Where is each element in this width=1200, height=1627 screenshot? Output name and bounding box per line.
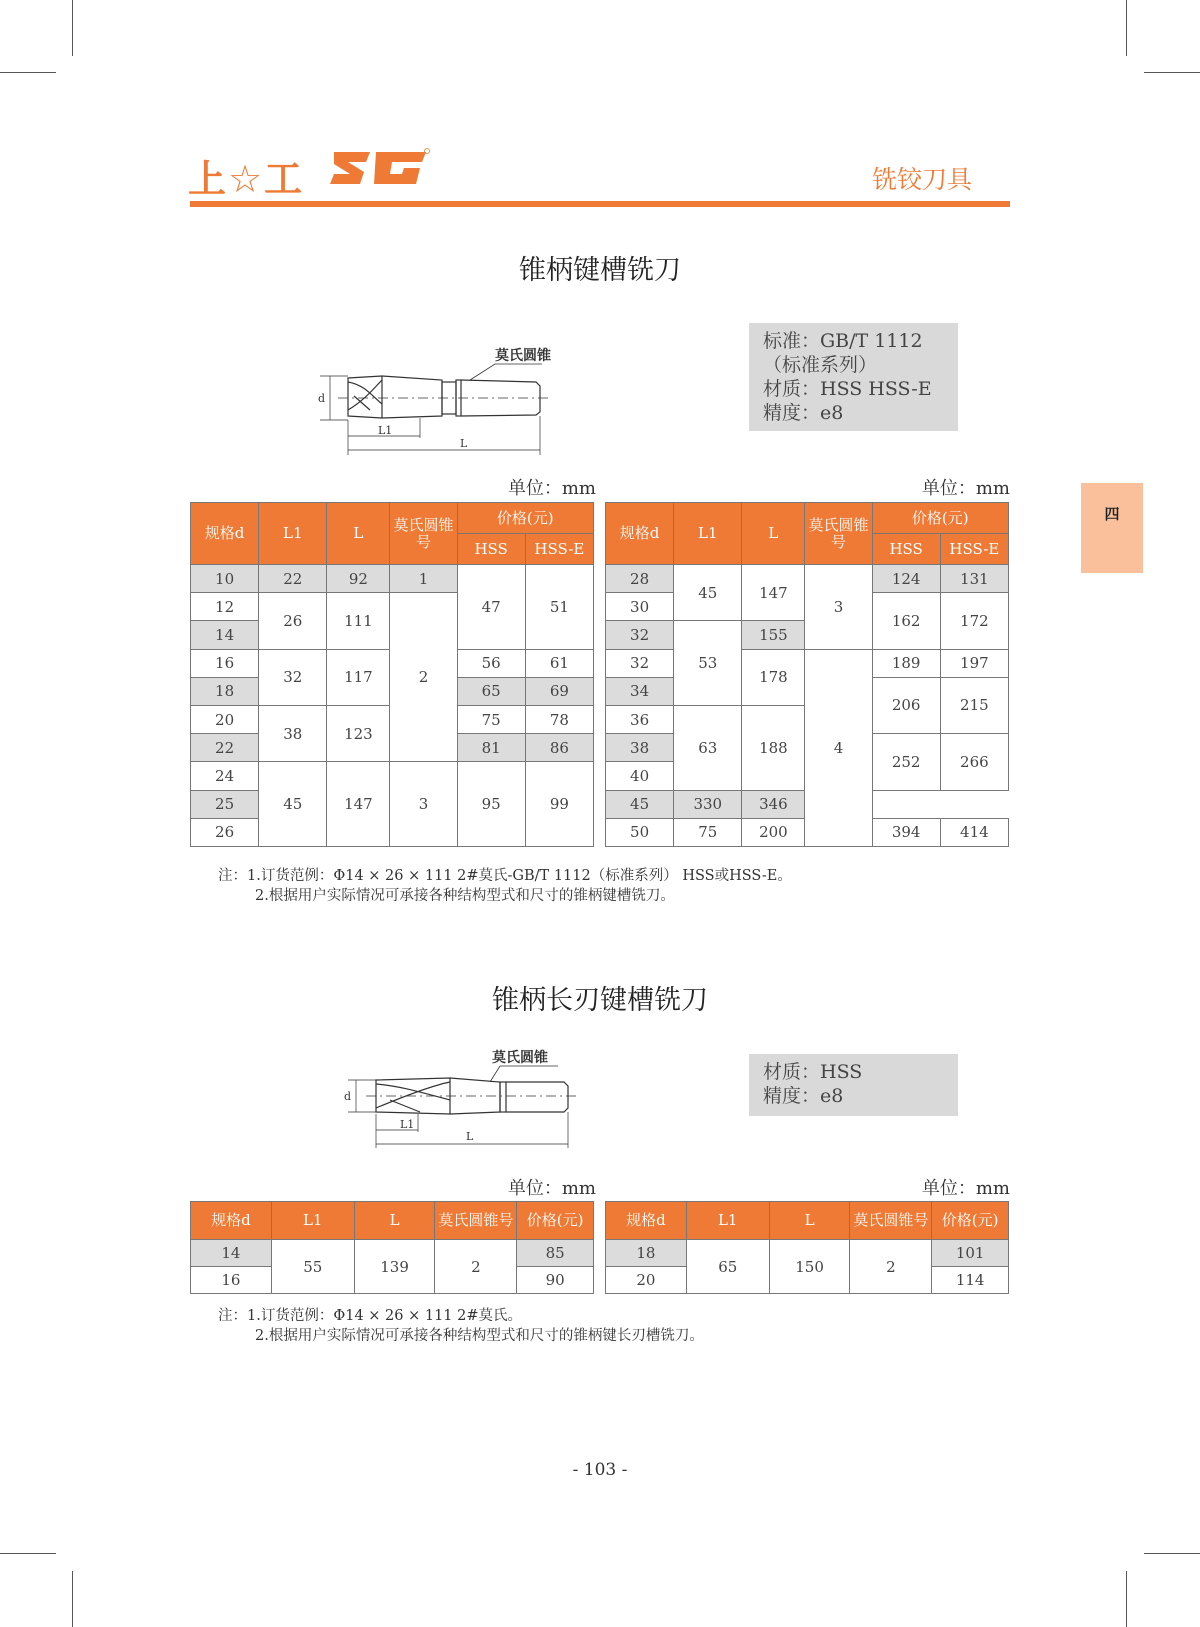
l-label: L — [460, 437, 468, 450]
table-cell: 65 — [686, 1240, 769, 1294]
table-cell: 197 — [940, 649, 1008, 677]
note-line: 注：1.订货范例：Φ14 × 26 × 111 2#莫氏-GB/T 1112（标准系列） HSS或HSS-E。 — [218, 868, 792, 884]
column-header: 规格d — [606, 1202, 687, 1240]
table-cell: 2 — [390, 593, 457, 762]
column-header: L1 — [259, 503, 327, 565]
table-cell: 63 — [674, 705, 742, 790]
d-label: d — [318, 392, 326, 405]
table-cell: 3 — [805, 565, 872, 650]
table-cell: 20 — [191, 705, 259, 733]
chapter-tab[interactable]: 四 — [1081, 483, 1143, 573]
table-cell: 101 — [932, 1240, 1009, 1267]
table-cell: 189 — [872, 649, 940, 677]
table-cell: 34 — [606, 677, 674, 705]
table-cell: 150 — [769, 1240, 850, 1294]
note-line: 2.根据用户实际情况可承接各种结构型式和尺寸的锥柄键槽铣刀。 — [255, 888, 675, 904]
spec-table-left — [190, 502, 594, 847]
unit-label: 单位：mm — [507, 1178, 596, 1199]
table-cell: 124 — [872, 565, 940, 593]
table-cell: 346 — [742, 790, 805, 818]
table-cell: 414 — [940, 818, 1008, 846]
table-cell: 28 — [606, 565, 674, 593]
l1-label: L1 — [400, 1118, 415, 1131]
table-cell: 45 — [259, 762, 327, 847]
table-cell: 139 — [354, 1240, 435, 1294]
crop-mark — [1126, 1571, 1127, 1627]
table-cell: 206 — [872, 677, 940, 733]
table-cell: 111 — [327, 593, 390, 649]
table-cell: 38 — [259, 705, 327, 761]
table-cell: 75 — [674, 818, 742, 846]
table-cell: 10 — [191, 565, 259, 593]
note-line: 注：1.订货范例：Φ14 × 26 × 111 2#莫氏。 — [218, 1308, 523, 1324]
table-cell: 56 — [457, 649, 525, 677]
table-cell: 18 — [606, 1240, 687, 1267]
table-cell: 92 — [327, 565, 390, 593]
table-cell: 330 — [674, 790, 742, 818]
table-cell: 78 — [525, 705, 593, 733]
notes — [218, 1306, 704, 1346]
column-header: 莫氏圆锥号 — [805, 503, 872, 565]
table-cell: 45 — [674, 565, 742, 621]
unit-label: 单位：mm — [921, 1178, 1010, 1199]
column-header: L1 — [686, 1202, 769, 1240]
table-cell: 61 — [525, 649, 593, 677]
table-cell: 53 — [674, 621, 742, 706]
table-cell: 22 — [259, 565, 327, 593]
table-cell: 32 — [259, 649, 327, 705]
table-cell: 32 — [606, 621, 674, 649]
crop-mark — [0, 1553, 56, 1554]
column-header: L — [327, 503, 390, 565]
column-header: 价格(元) — [457, 503, 593, 534]
table-cell: 155 — [742, 621, 805, 649]
table-row — [191, 762, 594, 790]
table-cell: 50 — [606, 818, 674, 846]
crop-mark — [72, 1571, 73, 1627]
long-table-left — [190, 1201, 594, 1294]
table-cell: 65 — [457, 677, 525, 705]
table-cell: 16 — [191, 1267, 272, 1294]
table-cell: 162 — [872, 593, 940, 649]
table-cell: 69 — [525, 677, 593, 705]
spec-table-right — [605, 502, 1009, 847]
table-cell: 47 — [457, 565, 525, 650]
column-header: L1 — [271, 1202, 354, 1240]
page-number: - 103 - — [572, 1460, 628, 1480]
column-header: 莫氏圆锥号 — [435, 1202, 517, 1240]
unit-label: 单位：mm — [921, 478, 1010, 499]
column-header: L — [742, 503, 805, 565]
column-header: HSS — [457, 534, 525, 565]
table-cell: 85 — [517, 1240, 594, 1267]
spec-line: 材质：HSS HSS-E — [763, 378, 932, 400]
table-cell: 123 — [327, 705, 390, 761]
section-title: 锥柄长刃键槽铣刀 — [492, 985, 708, 1016]
table-row — [606, 1240, 1009, 1267]
table-cell: 14 — [191, 1240, 272, 1267]
unit-label: 单位：mm — [507, 478, 596, 499]
note-line: 2.根据用户实际情况可承接各种结构型式和尺寸的锥柄键长刃槽铣刀。 — [255, 1328, 704, 1344]
column-header: 莫氏圆锥号 — [850, 1202, 932, 1240]
taper-label: 莫氏圆锥 — [495, 348, 551, 364]
table-cell: 3 — [390, 762, 457, 847]
table-cell: 90 — [517, 1267, 594, 1294]
crop-mark — [0, 72, 56, 73]
long-end-mill-drawing — [340, 1040, 600, 1150]
column-header: 价格(元) — [517, 1202, 594, 1240]
table-cell: 26 — [191, 818, 259, 846]
column-header: 价格(元) — [932, 1202, 1009, 1240]
column-header: 莫氏圆锥号 — [390, 503, 457, 565]
crop-mark — [72, 0, 73, 56]
column-header: HSS-E — [525, 534, 593, 565]
table-cell: 12 — [191, 593, 259, 621]
table-cell: 55 — [271, 1240, 354, 1294]
column-header: L — [354, 1202, 435, 1240]
l1-label: L1 — [378, 424, 393, 437]
table-row — [606, 565, 1009, 593]
column-header: L1 — [674, 503, 742, 565]
crop-mark — [1144, 72, 1200, 73]
table-cell: 1 — [390, 565, 457, 593]
table-row — [191, 1240, 594, 1267]
table-cell: 147 — [327, 762, 390, 847]
table-cell: 178 — [742, 649, 805, 705]
table-cell: 99 — [525, 762, 593, 847]
spec-line: （标准系列） — [763, 354, 878, 376]
section-title: 锥柄键槽铣刀 — [519, 255, 681, 286]
category-title: 铣铰刀具 — [871, 165, 972, 194]
table-cell: 32 — [606, 649, 674, 677]
column-header: 规格d — [606, 503, 674, 565]
table-cell: 4 — [805, 649, 872, 846]
crop-mark — [1144, 1553, 1200, 1554]
spec-line: 精度：e8 — [763, 1085, 844, 1107]
table-cell: 2 — [435, 1240, 517, 1294]
spec-line: 精度：e8 — [763, 402, 844, 424]
taper-label: 莫氏圆锥 — [492, 1050, 548, 1066]
table-cell: 24 — [191, 762, 259, 790]
table-cell: 25 — [191, 790, 259, 818]
table-cell: 16 — [191, 649, 259, 677]
brand-logo: 上☆工 — [188, 157, 305, 201]
table-cell: 266 — [940, 734, 1008, 790]
l-label: L — [466, 1130, 474, 1143]
table-cell: 38 — [606, 734, 674, 762]
header-rule — [190, 201, 1010, 207]
table-cell: 22 — [191, 734, 259, 762]
d-label: d — [344, 1090, 352, 1103]
column-header: 规格d — [191, 1202, 272, 1240]
column-header: HSS — [872, 534, 940, 565]
table-cell: 200 — [742, 818, 805, 846]
sg-logo — [330, 148, 430, 188]
table-cell: 2 — [850, 1240, 932, 1294]
table-cell: 30 — [606, 593, 674, 621]
table-cell: 51 — [525, 565, 593, 650]
column-header: L — [769, 1202, 850, 1240]
crop-mark — [1126, 0, 1127, 56]
spec-line: 材质：HSS — [763, 1061, 863, 1083]
table-cell: 394 — [872, 818, 940, 846]
table-cell: 252 — [872, 734, 940, 790]
table-cell: 188 — [742, 705, 805, 790]
table-cell: 81 — [457, 734, 525, 762]
table-cell: 86 — [525, 734, 593, 762]
long-table-right — [605, 1201, 1009, 1294]
table-cell: 26 — [259, 593, 327, 649]
table-cell: 45 — [606, 790, 674, 818]
table-cell: 114 — [932, 1267, 1009, 1294]
table-cell: 131 — [940, 565, 1008, 593]
table-cell: 75 — [457, 705, 525, 733]
table-cell: 18 — [191, 677, 259, 705]
table-cell: 36 — [606, 705, 674, 733]
spec-box — [749, 1054, 958, 1116]
column-header: 规格d — [191, 503, 259, 565]
table-row — [606, 649, 1009, 677]
table-cell: 40 — [606, 762, 674, 790]
table-cell: 172 — [940, 593, 1008, 649]
column-header: HSS-E — [940, 534, 1008, 565]
table-cell: 14 — [191, 621, 259, 649]
table-row — [191, 565, 594, 593]
spec-line: 标准：GB/T 1112 — [763, 330, 923, 352]
end-mill-drawing — [310, 340, 610, 455]
notes — [218, 866, 792, 906]
table-cell: 117 — [327, 649, 390, 705]
table-cell: 95 — [457, 762, 525, 847]
spec-box — [749, 323, 958, 431]
table-cell: 147 — [742, 565, 805, 621]
column-header: 价格(元) — [872, 503, 1008, 534]
table-cell: 20 — [606, 1267, 687, 1294]
table-cell: 215 — [940, 677, 1008, 733]
